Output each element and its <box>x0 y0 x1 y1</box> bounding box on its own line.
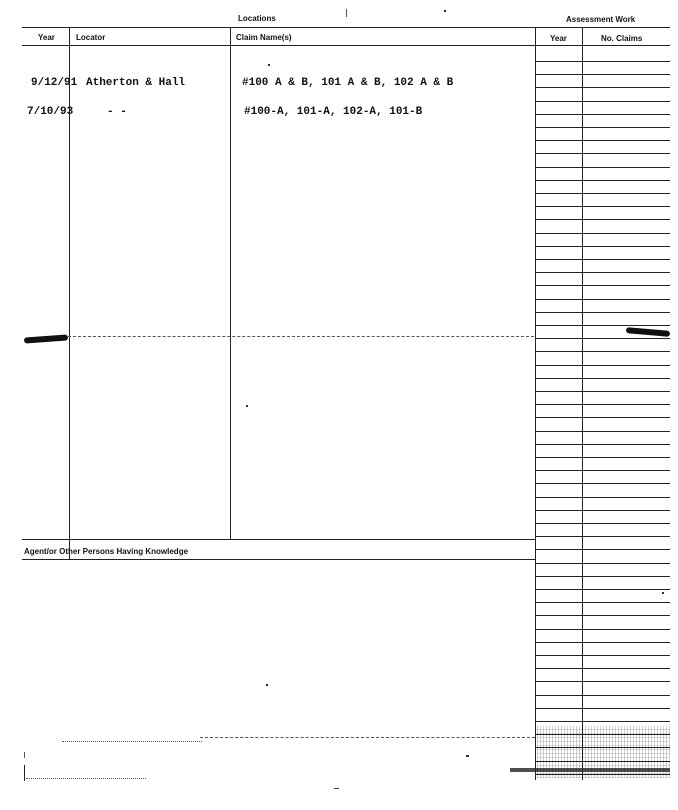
assessment-rule-line <box>536 193 670 194</box>
scan-speck <box>334 788 339 789</box>
locations-header: Locations <box>238 14 276 23</box>
entry-claims: #100 A & B, 101 A & B, 102 A & B <box>242 77 454 89</box>
entry-year: 7/10/93 <box>27 106 74 118</box>
assessment-rule-line <box>536 127 670 128</box>
agent-top-rule <box>22 539 536 540</box>
assessment-rule-line <box>536 87 670 88</box>
scan-speck <box>266 684 268 686</box>
assessment-rule-line <box>536 101 670 102</box>
assessment-rule-line <box>536 140 670 141</box>
agent-label: Agent/or Other Persons Having Knowledge <box>24 547 189 556</box>
assessment-rule-line <box>536 219 670 220</box>
footer-dashed-rule <box>26 778 146 780</box>
assessment-rule-line <box>536 351 670 352</box>
assessment-rule-line <box>536 497 670 498</box>
assessment-rule-line <box>536 285 670 286</box>
agent-bottom-rule <box>22 559 536 560</box>
assessment-rule-line <box>536 721 670 722</box>
assessment-rule-line <box>536 325 670 326</box>
scan-speck <box>444 10 446 12</box>
assessment-rule-line <box>536 602 670 603</box>
assessment-rule-line <box>536 338 670 339</box>
scan-speck <box>268 64 270 66</box>
col-year-header: Year <box>38 33 55 42</box>
tick-mark <box>346 9 347 17</box>
assessment-rule-line <box>536 365 670 366</box>
assessment-rule-line <box>536 272 670 273</box>
assessment-rule-line <box>536 206 670 207</box>
col-assess-year-header: Year <box>550 34 567 43</box>
mid-dashed-rule <box>68 336 534 338</box>
assessment-rule-line <box>536 523 670 524</box>
col-divider-locator <box>230 28 231 539</box>
assessment-rule-line <box>536 114 670 115</box>
marker-stroke-left <box>24 334 68 343</box>
assessment-rule-line <box>536 153 670 154</box>
col-no-claims-header: No. Claims <box>601 34 643 43</box>
assessment-rule-line <box>536 510 670 511</box>
assessment-rule-line <box>536 470 670 471</box>
corner-mark <box>24 752 25 758</box>
assessment-rule-line <box>536 404 670 405</box>
assessment-rule-line <box>536 457 670 458</box>
assessment-rule-line <box>536 167 670 168</box>
assessment-rule-line <box>536 417 670 418</box>
top-rule <box>22 27 670 28</box>
left-edge-mark <box>24 765 25 781</box>
header-rule <box>22 45 670 46</box>
assessment-rule-line <box>536 549 670 550</box>
bottom-dashed-rule <box>200 737 535 739</box>
assessment-rule-line <box>536 444 670 445</box>
assessment-rule-line <box>536 615 670 616</box>
entry-claims: #100-A, 101-A, 102-A, 101-B <box>244 106 423 118</box>
marker-stroke-right <box>626 327 670 337</box>
assessment-rule-line <box>536 391 670 392</box>
assessment-rule-line <box>536 312 670 313</box>
scan-smudge-bar <box>510 768 670 772</box>
assessment-work-header: Assessment Work <box>566 15 636 24</box>
col-locator-header: Locator <box>76 33 106 42</box>
assessment-rule-line <box>536 708 670 709</box>
assessment-rule-line <box>536 563 670 564</box>
assessment-rule-line <box>536 642 670 643</box>
entry-locator: - - <box>107 106 127 118</box>
assessment-rule-line <box>536 629 670 630</box>
assessment-rule-line <box>536 233 670 234</box>
assessment-rule-line <box>536 681 670 682</box>
assessment-rule-line <box>536 483 670 484</box>
bottom-dashed-rule <box>62 741 202 743</box>
assessment-rule-line <box>536 246 670 247</box>
col-claim-names-header: Claim Name(s) <box>236 33 292 42</box>
assessment-rule-line <box>536 655 670 656</box>
scan-speck <box>246 405 248 407</box>
assessment-rule-line <box>536 668 670 669</box>
assessment-rule-line <box>536 589 670 590</box>
assessment-rule-line <box>536 695 670 696</box>
scan-speck <box>466 755 469 757</box>
assessment-rule-line <box>536 74 670 75</box>
scan-speck <box>662 592 664 594</box>
assessment-rule-line <box>536 431 670 432</box>
assessment-rule-line <box>536 576 670 577</box>
assessment-rule-line <box>536 378 670 379</box>
assessment-rule-line <box>536 180 670 181</box>
assessment-rule-line <box>536 259 670 260</box>
entry-year: 9/12/91 <box>31 77 78 89</box>
assessment-rule-line <box>536 61 670 62</box>
entry-locator: Atherton & Hall <box>86 77 186 89</box>
assessment-rule-line <box>536 299 670 300</box>
assessment-rule-line <box>536 536 670 537</box>
